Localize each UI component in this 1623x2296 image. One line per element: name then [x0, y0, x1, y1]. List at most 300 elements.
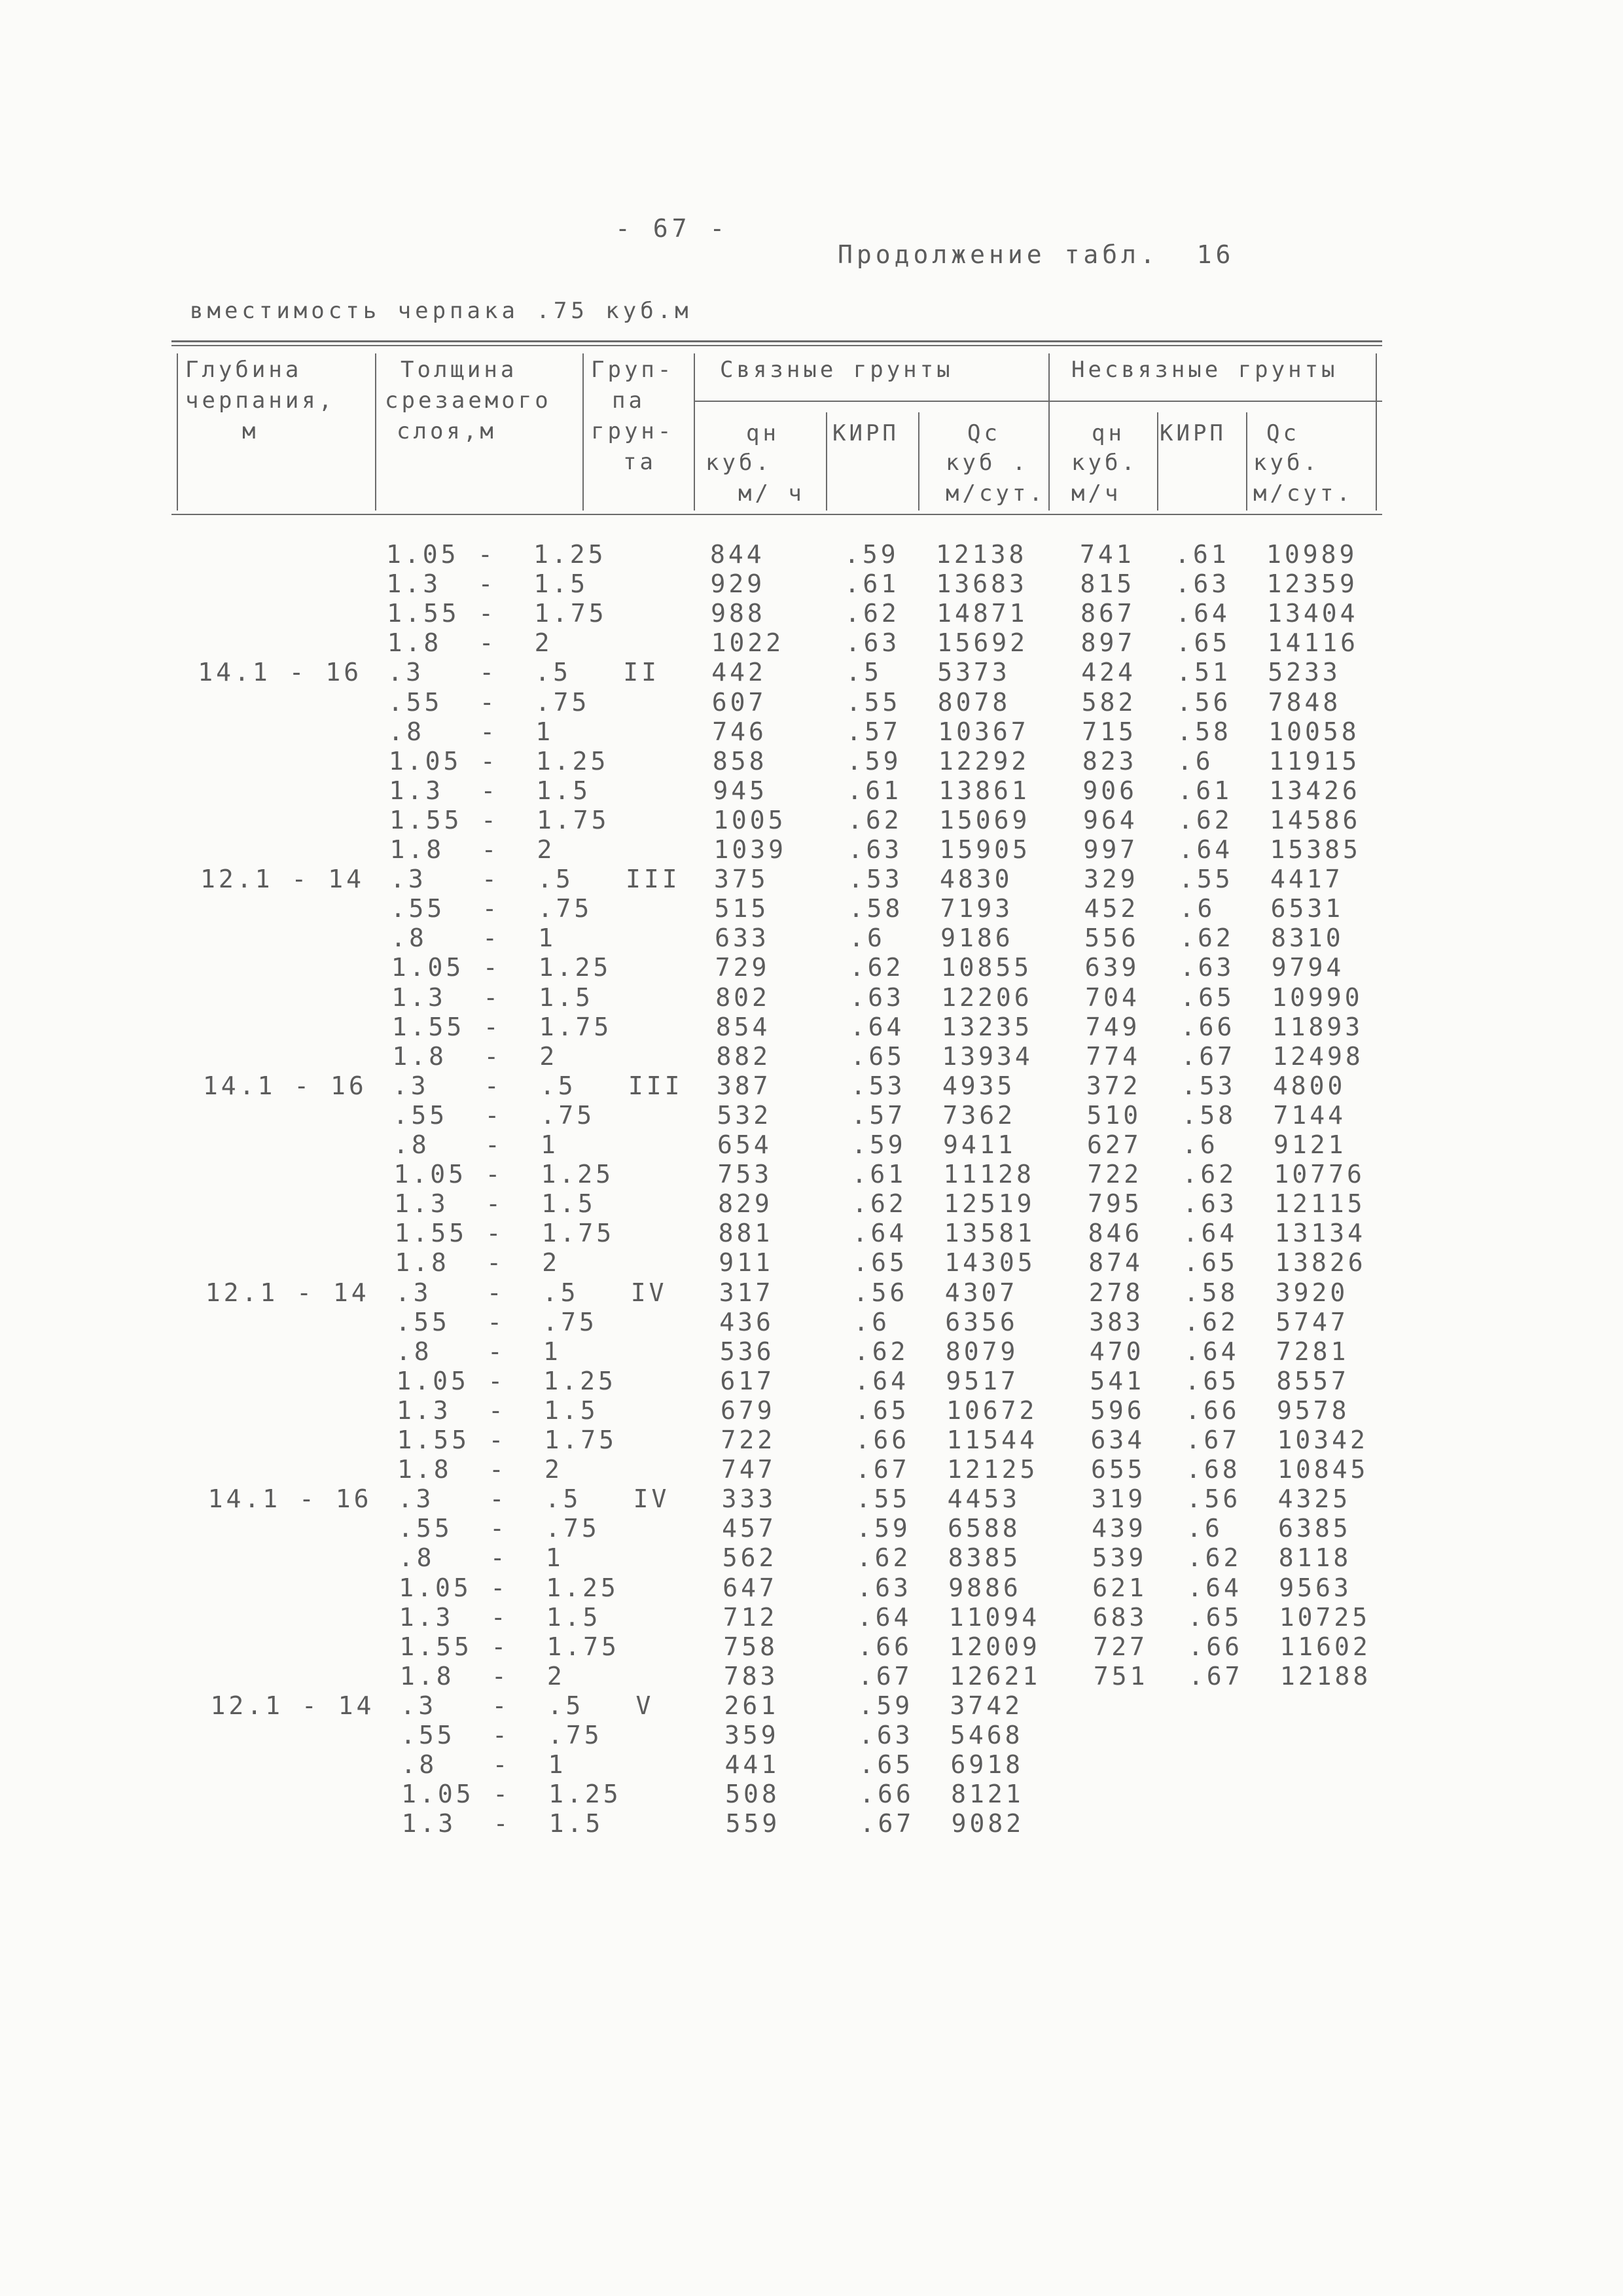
cell-t2: 1.5 — [536, 776, 592, 805]
cell-t2: 1.5 — [539, 982, 594, 1012]
cell-t1: .8 — [398, 1543, 435, 1573]
range-dash: - — [489, 1484, 508, 1514]
cell-k2: .61 — [1175, 540, 1230, 569]
cell-c1: 5468 — [950, 1721, 1024, 1749]
cell-k1: .61 — [851, 1160, 907, 1189]
cell-q1: 515 — [714, 894, 770, 924]
cell-k2: .53 — [1181, 1071, 1236, 1100]
cell-c1: 4307 — [944, 1278, 1018, 1307]
cell-k2: .64 — [1183, 1219, 1238, 1248]
cell-q1: 854 — [715, 1012, 771, 1041]
cell-c1: 12621 — [949, 1661, 1041, 1691]
cell-c1: 8078 — [937, 687, 1011, 717]
cell-t1: 1.3 — [394, 1189, 449, 1219]
range-dash: - — [490, 1573, 509, 1602]
range-dash: - — [486, 1189, 504, 1219]
cell-q1: 829 — [718, 1189, 773, 1219]
cell-depth: 12.1 - 14 — [210, 1691, 375, 1720]
cell-c2: 10776 — [1274, 1160, 1365, 1189]
cell-k2: .65 — [1185, 1366, 1240, 1395]
cell-c1: 10672 — [946, 1395, 1038, 1425]
cell-t1: .55 — [387, 687, 443, 717]
cell-k1: .67 — [857, 1661, 913, 1691]
cell-q1: 929 — [710, 569, 766, 599]
cell-q2: 372 — [1086, 1071, 1141, 1100]
cell-k1: .63 — [847, 835, 903, 864]
cell-k2: .62 — [1177, 805, 1233, 834]
range-dash: - — [480, 776, 499, 805]
cell-t2: 1.5 — [548, 1809, 604, 1839]
range-dash: - — [483, 982, 502, 1012]
table-continuation-label: Продолжение табл. 16 — [838, 240, 1235, 269]
range-dash: - — [483, 1012, 502, 1041]
header-bottom-rule — [171, 514, 1382, 515]
cell-k2: .64 — [1187, 1573, 1242, 1602]
cell-k1: .62 — [856, 1543, 912, 1573]
cell-t1: 1.55 — [389, 805, 463, 834]
range-dash: - — [479, 658, 498, 687]
cell-k2: .58 — [1181, 1100, 1237, 1130]
cell-q1: 647 — [722, 1573, 777, 1602]
cell-q1: 387 — [716, 1071, 772, 1100]
cell-k2: .6 — [1179, 894, 1216, 924]
cell-q1: 802 — [715, 982, 770, 1012]
col-rule-8 — [1246, 412, 1247, 511]
cell-c1: 8079 — [945, 1336, 1019, 1366]
cell-t1: .8 — [401, 1750, 438, 1780]
cell-c1: 14305 — [944, 1248, 1036, 1278]
header-qc2-line2: куб. — [1253, 450, 1320, 476]
cell-t1: 1.05 — [391, 953, 465, 982]
range-dash: - — [484, 1071, 503, 1100]
cell-t1: .3 — [392, 1071, 429, 1100]
cell-q2: 539 — [1092, 1543, 1147, 1573]
cell-t2: 1.25 — [548, 1780, 622, 1809]
cell-k2: .51 — [1176, 658, 1231, 687]
cell-t1: .3 — [400, 1691, 437, 1720]
cell-k1: .57 — [851, 1100, 906, 1130]
cell-t1: .3 — [387, 658, 424, 687]
cell-q1: 858 — [712, 746, 768, 776]
header-noncohesive-soils: Несвязные грунты — [1071, 357, 1338, 383]
cell-t1: 1.8 — [399, 1661, 455, 1691]
range-dash: - — [478, 628, 497, 658]
cell-k2: .66 — [1185, 1395, 1240, 1425]
header-qc-line3: м/сут. — [946, 480, 1046, 507]
cell-t1: .55 — [398, 1514, 453, 1543]
cell-c2: 13426 — [1269, 776, 1361, 805]
cell-c2: 4325 — [1277, 1484, 1351, 1514]
range-dash: - — [484, 1041, 503, 1071]
cell-t1: .55 — [390, 894, 446, 924]
cell-q1: 747 — [721, 1455, 776, 1484]
cell-q1: 945 — [713, 776, 768, 805]
cell-t1: 1.55 — [397, 1426, 471, 1454]
cell-c2: 8557 — [1276, 1366, 1349, 1395]
cell-k1: .67 — [859, 1809, 915, 1839]
cell-c1: 15069 — [938, 805, 1031, 834]
range-dash: - — [493, 1809, 512, 1839]
cell-c2: 11893 — [1272, 1012, 1364, 1041]
cell-t2: 1.25 — [533, 540, 607, 569]
cell-depth: 14.1 - 16 — [202, 1071, 367, 1100]
col-rule-3 — [694, 353, 695, 511]
cell-q2: 751 — [1093, 1661, 1149, 1691]
cell-c2: 12498 — [1272, 1041, 1364, 1071]
cell-k1: .66 — [855, 1426, 910, 1454]
cell-c2: 12115 — [1274, 1189, 1366, 1219]
cell-q2: 897 — [1080, 628, 1136, 658]
cell-depth: 12.1 - 14 — [205, 1278, 370, 1307]
cell-k1: .66 — [859, 1780, 914, 1809]
cell-k1: .55 — [855, 1484, 911, 1514]
cell-c2: 9578 — [1276, 1395, 1350, 1425]
cell-t2: 1.5 — [543, 1395, 599, 1425]
cell-q2: 627 — [1087, 1130, 1142, 1159]
cell-t1: .55 — [401, 1721, 455, 1749]
cell-k1: .62 — [847, 805, 902, 834]
cell-q1: 633 — [715, 924, 770, 953]
cell-c1: 6918 — [950, 1750, 1024, 1780]
cell-k2: .6 — [1177, 746, 1214, 776]
cell-c1: 15692 — [936, 628, 1029, 658]
header-qc-line1: Qс — [967, 420, 1001, 446]
cell-t2: 1 — [535, 717, 554, 746]
cell-t1: 1.55 — [394, 1219, 468, 1248]
range-dash: - — [491, 1661, 510, 1691]
cell-q2: 874 — [1088, 1248, 1143, 1278]
cell-k2: .64 — [1184, 1336, 1240, 1366]
cell-t1: 1.3 — [386, 569, 442, 599]
col-rule-1 — [375, 353, 376, 511]
cell-q1: 783 — [723, 1661, 779, 1691]
cell-q1: 508 — [725, 1780, 780, 1809]
cell-t1: 1.3 — [389, 776, 444, 805]
cell-t2: 1.25 — [535, 746, 609, 776]
cell-c1: 4830 — [940, 865, 1013, 894]
cell-q1: 679 — [720, 1395, 776, 1425]
cell-k1: .62 — [845, 599, 900, 628]
cell-t2: 1.5 — [541, 1189, 596, 1219]
cell-depth: 14.1 - 16 — [207, 1484, 372, 1514]
cell-t2: 2 — [539, 1041, 558, 1071]
range-dash: - — [482, 894, 501, 924]
cell-k2: .68 — [1186, 1455, 1241, 1484]
cell-c1: 8121 — [951, 1780, 1024, 1809]
cell-q2: 964 — [1082, 805, 1138, 834]
cell-q2: 621 — [1092, 1573, 1147, 1602]
cell-q2: 846 — [1088, 1219, 1143, 1248]
cell-c2: 13826 — [1275, 1248, 1366, 1278]
cell-c1: 12125 — [947, 1455, 1039, 1484]
cell-q2: 727 — [1093, 1632, 1148, 1661]
cell-k2: .61 — [1177, 776, 1233, 805]
cell-c2: 4800 — [1272, 1071, 1346, 1100]
cell-k1: .65 — [853, 1248, 908, 1278]
cell-t2: 1.5 — [533, 569, 589, 599]
col-rule-7 — [1157, 412, 1158, 511]
cell-k2: .65 — [1187, 1602, 1243, 1632]
range-dash: - — [488, 1366, 507, 1395]
cell-q1: 911 — [719, 1248, 774, 1278]
cell-t1: .8 — [391, 924, 427, 953]
cell-t2: 1 — [541, 1130, 559, 1159]
cell-t2: 1.25 — [543, 1366, 616, 1395]
cell-c1: 13235 — [941, 1012, 1033, 1041]
cell-q1: 333 — [721, 1484, 777, 1514]
cell-k2: .67 — [1181, 1041, 1236, 1071]
range-dash: - — [485, 1130, 503, 1159]
cell-q2: 329 — [1084, 865, 1139, 894]
range-dash: - — [488, 1426, 507, 1454]
cell-q2: 997 — [1083, 835, 1139, 864]
cell-c2: 10989 — [1266, 540, 1358, 569]
cell-k2: .66 — [1180, 1012, 1236, 1041]
cell-t2: 1.25 — [541, 1160, 615, 1189]
cell-k2: .58 — [1177, 717, 1232, 746]
cell-c2: 9563 — [1279, 1573, 1352, 1602]
col-rule-2 — [582, 353, 584, 511]
header-qn2-line2: куб. — [1071, 450, 1138, 476]
cell-t2: 2 — [542, 1248, 561, 1278]
cell-t1: 1.05 — [401, 1780, 474, 1809]
cell-c2: 10342 — [1277, 1426, 1368, 1454]
cell-c1: 10367 — [938, 717, 1029, 746]
cell-q1: 654 — [717, 1130, 772, 1159]
capacity-line: вместимость черпака .75 куб.м — [190, 298, 692, 324]
cell-c2: 10725 — [1279, 1602, 1371, 1632]
cell-c1: 11094 — [948, 1602, 1041, 1632]
range-dash: - — [492, 1750, 511, 1780]
cell-k2: .6 — [1186, 1514, 1223, 1543]
cell-c1: 6356 — [945, 1307, 1018, 1336]
cell-k1: .53 — [850, 1071, 906, 1100]
cell-q2: 582 — [1081, 687, 1137, 717]
cell-q2: 704 — [1085, 982, 1140, 1012]
range-dash: - — [486, 1278, 505, 1307]
cell-t1: 1.05 — [396, 1366, 469, 1395]
cell-q2: 774 — [1086, 1041, 1141, 1071]
header-qn2-line3: м/ч — [1071, 480, 1122, 507]
cell-k1: .61 — [847, 776, 902, 805]
range-dash: - — [492, 1721, 510, 1749]
cell-t1: 1.05 — [393, 1160, 467, 1189]
cell-t2: .75 — [545, 1514, 600, 1543]
header-group-line1: Груп- — [591, 357, 675, 383]
range-dash: - — [480, 805, 499, 834]
cell-q2: 541 — [1090, 1366, 1145, 1395]
cell-c2: 9794 — [1271, 953, 1345, 982]
cell-q1: 722 — [721, 1426, 776, 1454]
cell-grp: IV — [633, 1484, 670, 1514]
header-qn2-line1: qн — [1092, 420, 1125, 446]
cell-t2: 1.75 — [541, 1219, 615, 1248]
cell-q1: 441 — [724, 1750, 780, 1780]
table-top-rule-2 — [171, 345, 1382, 346]
cell-k2: .62 — [1179, 924, 1234, 953]
cell-k1: .63 — [845, 628, 901, 658]
cell-q1: 536 — [719, 1336, 775, 1366]
cell-k2: .62 — [1182, 1160, 1238, 1189]
cell-k1: .64 — [849, 1012, 905, 1041]
cell-t2: 1 — [545, 1543, 564, 1573]
cell-c2: 7144 — [1273, 1100, 1346, 1130]
cell-k2: .62 — [1186, 1543, 1242, 1573]
cell-k2: .65 — [1175, 628, 1231, 658]
cell-t1: 1.05 — [388, 746, 462, 776]
col-rule-5 — [918, 412, 919, 511]
cell-c1: 9411 — [943, 1130, 1016, 1159]
range-dash: - — [478, 599, 497, 628]
header-thickness-line3: слоя,м — [397, 418, 497, 444]
cell-k2: .64 — [1178, 835, 1234, 864]
cell-c2: 11915 — [1268, 746, 1361, 776]
cell-t2: 1.75 — [536, 805, 610, 834]
cell-k1: .64 — [852, 1219, 908, 1248]
cell-c2: 12188 — [1279, 1661, 1372, 1691]
cell-q2: 867 — [1080, 599, 1135, 628]
range-dash: - — [478, 540, 496, 569]
cell-k1: .65 — [854, 1395, 910, 1425]
cell-q2: 556 — [1084, 924, 1139, 953]
cell-c1: 5373 — [937, 658, 1010, 687]
range-dash: - — [491, 1632, 510, 1661]
cell-k2: .67 — [1185, 1426, 1241, 1454]
range-dash: - — [482, 953, 501, 982]
cell-c2: 3920 — [1275, 1278, 1349, 1307]
cell-t2: 1.5 — [546, 1602, 601, 1632]
cell-grp: III — [628, 1071, 683, 1100]
cell-q1: 375 — [714, 865, 769, 894]
cell-c1: 9517 — [946, 1366, 1019, 1395]
cell-t1: .3 — [390, 865, 427, 894]
cell-c2: 5747 — [1275, 1307, 1349, 1336]
cell-q1: 607 — [711, 687, 767, 717]
range-dash: - — [488, 1395, 507, 1425]
cell-q2: 596 — [1090, 1395, 1145, 1425]
cell-k1: .65 — [850, 1041, 905, 1071]
header-qc2-line1: Qс — [1266, 420, 1300, 446]
header-qn-line1: qн — [746, 420, 779, 446]
cell-q2: 722 — [1087, 1160, 1143, 1189]
cell-c2: 6385 — [1278, 1514, 1351, 1543]
cell-k2: .63 — [1179, 953, 1235, 982]
cell-c2: 6531 — [1270, 894, 1344, 924]
cell-t2: 1.25 — [546, 1573, 619, 1602]
cell-q1: 1022 — [711, 628, 785, 658]
cell-q1: 532 — [717, 1100, 772, 1130]
header-qn-line2: куб. — [705, 450, 772, 476]
cell-q1: 261 — [724, 1691, 779, 1720]
cell-k2: .65 — [1180, 982, 1235, 1012]
cell-k1: .63 — [857, 1573, 912, 1602]
cell-grp: IV — [630, 1278, 668, 1307]
cell-k1: .62 — [849, 953, 904, 982]
range-dash: - — [490, 1602, 509, 1632]
cell-q1: 359 — [724, 1721, 779, 1749]
cell-t2: .75 — [535, 687, 590, 717]
cell-k2: .67 — [1188, 1661, 1243, 1691]
cell-q2: 655 — [1091, 1455, 1146, 1484]
cell-c2: 10845 — [1277, 1455, 1369, 1484]
cell-t1: .8 — [393, 1130, 430, 1159]
cell-grp: V — [635, 1691, 654, 1720]
cell-k2: .6 — [1182, 1130, 1219, 1159]
cell-c2: 9121 — [1274, 1130, 1347, 1159]
cell-k1: .67 — [855, 1455, 910, 1484]
cell-c2: 5233 — [1268, 658, 1341, 687]
range-dash: - — [482, 865, 500, 894]
cell-q2: 510 — [1086, 1100, 1142, 1130]
cell-t2: .75 — [548, 1721, 603, 1749]
cell-c1: 14871 — [936, 599, 1028, 628]
cell-k1: .53 — [848, 865, 903, 894]
range-dash: - — [481, 835, 500, 864]
cell-c1: 13581 — [944, 1219, 1036, 1248]
cell-c1: 13861 — [938, 776, 1030, 805]
cell-t2: .5 — [539, 1071, 577, 1100]
col-rule-4 — [826, 412, 827, 511]
cell-q2: 383 — [1089, 1307, 1144, 1336]
cell-c1: 3742 — [950, 1691, 1023, 1720]
cell-t2: 1.75 — [539, 1012, 613, 1041]
cell-c2: 7848 — [1268, 687, 1342, 717]
cell-t1: 1.05 — [399, 1573, 472, 1602]
range-dash: - — [491, 1691, 510, 1720]
cell-q2: 439 — [1092, 1514, 1147, 1543]
col-rule-6 — [1048, 353, 1050, 511]
header-depth-line1: Глубина — [185, 357, 302, 383]
range-dash: - — [487, 1336, 506, 1366]
cell-c1: 12009 — [949, 1632, 1041, 1661]
cell-t2: 2 — [546, 1661, 565, 1691]
cell-c1: 7193 — [940, 894, 1014, 924]
cell-q1: 617 — [720, 1366, 776, 1395]
cell-t2: .75 — [537, 894, 593, 924]
table-top-rule — [171, 340, 1382, 342]
col-rule-0 — [177, 353, 178, 511]
cell-t1: 1.8 — [397, 1455, 452, 1484]
cell-q1: 882 — [716, 1041, 771, 1071]
cell-k2: .56 — [1186, 1484, 1241, 1514]
cell-c2: 15385 — [1270, 835, 1361, 864]
range-dash: - — [479, 687, 498, 717]
cell-k1: .62 — [852, 1189, 907, 1219]
cell-c2: 13134 — [1274, 1219, 1366, 1248]
cell-q1: 729 — [715, 953, 770, 982]
cell-c1: 4453 — [947, 1484, 1021, 1514]
cell-q1: 712 — [722, 1602, 778, 1632]
cell-c1: 13683 — [936, 569, 1027, 599]
cell-q2: 741 — [1080, 540, 1135, 569]
cell-t2: .75 — [543, 1307, 597, 1336]
cell-k1: .59 — [846, 746, 902, 776]
header-qn-line3: м/ ч — [738, 480, 805, 507]
cell-q2: 795 — [1088, 1189, 1143, 1219]
header-kirp2: КИРП — [1160, 420, 1226, 446]
cell-c1: 11544 — [946, 1426, 1038, 1454]
cell-c1: 12206 — [941, 982, 1033, 1012]
cell-c2: 10990 — [1272, 982, 1363, 1012]
cell-k1: .66 — [857, 1632, 912, 1661]
col-rule-9 — [1376, 353, 1377, 511]
cell-c1: 11128 — [943, 1160, 1035, 1189]
cell-q1: 988 — [711, 599, 766, 628]
cell-c2: 8310 — [1271, 924, 1344, 953]
range-dash: - — [489, 1455, 507, 1484]
cell-q1: 559 — [725, 1809, 781, 1839]
cell-q2: 452 — [1084, 894, 1139, 924]
